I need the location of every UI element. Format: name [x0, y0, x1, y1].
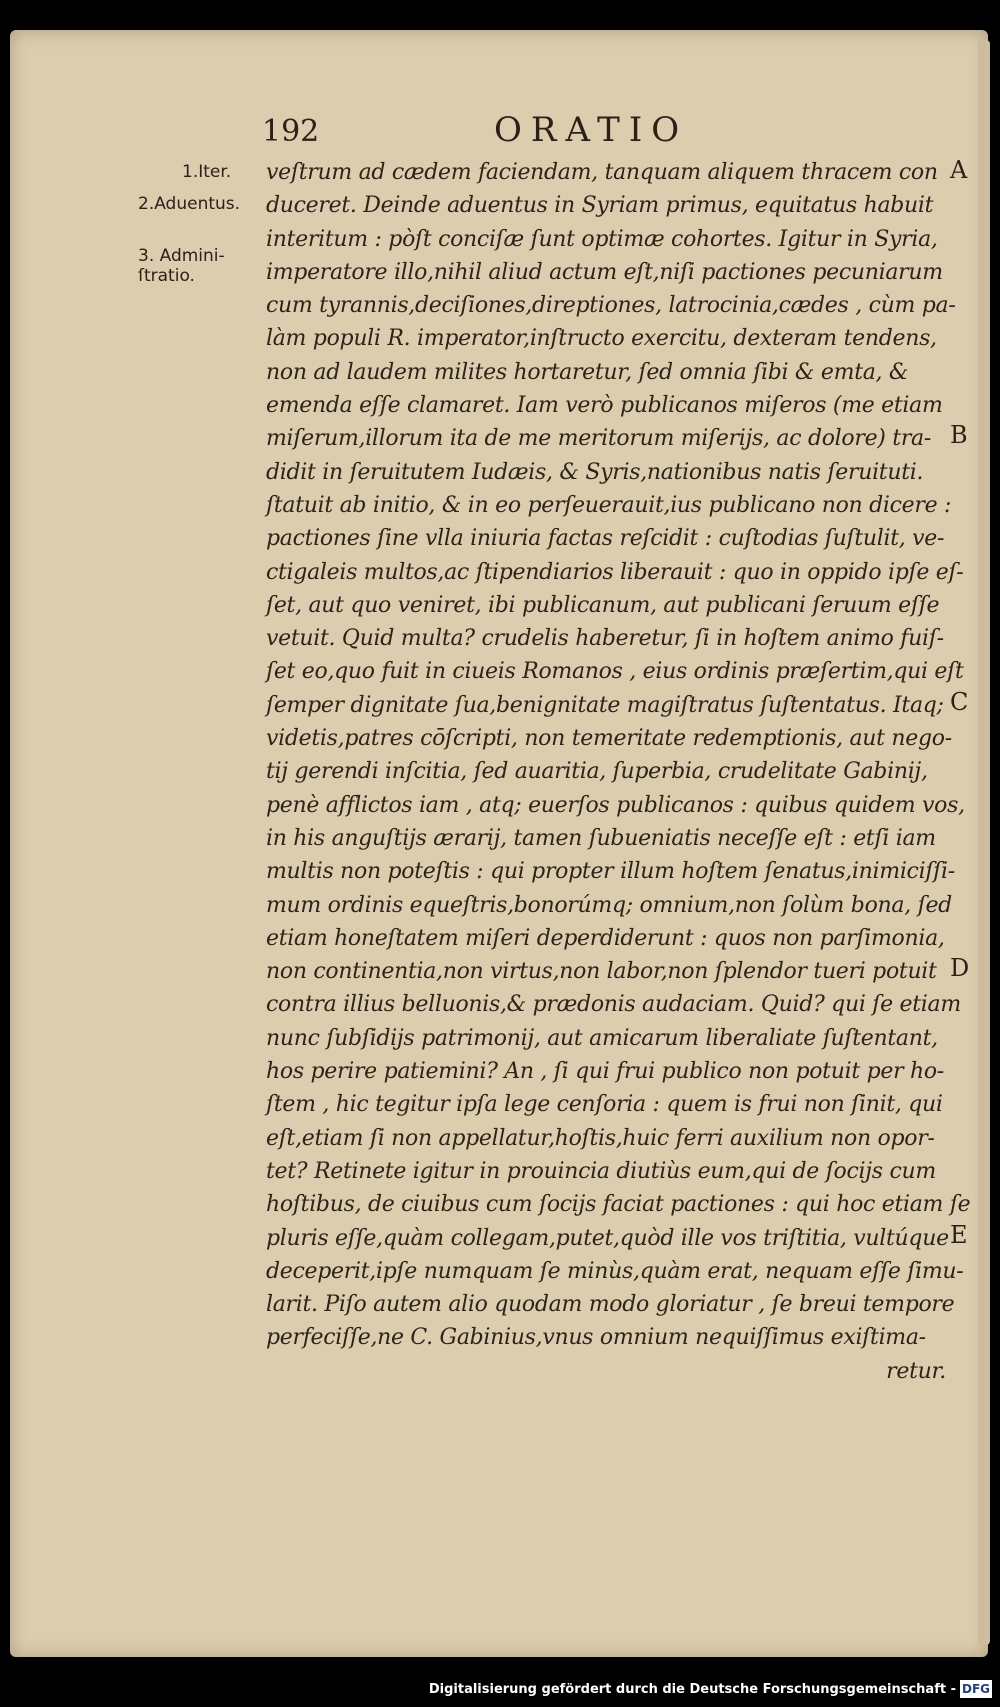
margin-note-iter: 1.Iter. — [182, 162, 232, 182]
text-line: ſet, aut quo veniret, ibi publicanum, aut publicani ſeruum eſſe — [266, 592, 940, 618]
dfg-logo: DFG — [961, 1682, 990, 1696]
text-line: pluris eſſe,quàm collegam,putet,quòd ille vos triſtitia, vultúque — [266, 1225, 949, 1251]
text-line: didit in ſeruitutem Iudæis, & Syris,nationibus natis ſeruituti. — [266, 459, 924, 485]
text-line: emenda eſſe clamaret. Iam verò publicanos miſeros (me etiam — [266, 393, 943, 419]
text-line: veſtrum ad cædem faciendam, tanquam aliquem thracem con — [266, 160, 938, 185]
text-line: vetuit. Quid multa? crudelis haberetur, ſi in hoſtem animo fuiſ- — [266, 626, 944, 652]
text-line: imperatore illo,nihil aliud actum eſt,niſi pactiones pecuniarum — [266, 259, 943, 285]
text-line: larit. Piſo autem alio quodam modo gloriatur , ſe breui tempore — [266, 1292, 955, 1318]
text-line: làm populi R. imperator,inſtructo exercitu, dexteram tendens, — [266, 326, 937, 352]
text-line: deceperit,ipſe numquam ſe minùs,quàm erat, nequam eſſe ſimu- — [266, 1258, 964, 1284]
footer-credit: Digitalisierung gefördert durch die Deutsche Forschungsgemeinschaft - — [428, 1682, 956, 1697]
text-line: videtis,patres cōſcripti, non temeritate redemptionis, aut nego- — [266, 726, 952, 752]
text-line: contra illius belluonis,& prædonis audaciam. Quid? qui ſe etiam — [266, 992, 961, 1018]
text-line: in his anguſtijs ærarij, tamen ſubueniatis neceſſe eſt : etſi iam — [266, 825, 936, 851]
text-line: penè afflictos iam , atq; euerſos publicanos : quibus quidem vos, — [266, 792, 965, 818]
text-line: nunc ſubſidijs patrimonij, aut amicarum liberaliate ſuſtentant, — [266, 1025, 938, 1051]
body-text — [266, 156, 971, 1388]
digitization-footer — [0, 1676, 1000, 1706]
text-line: ſet eo,quo fuit in ciueis Romanos , eius ordinis præſertim,qui eſt — [266, 659, 964, 685]
section-letter-c: C — [950, 688, 969, 716]
text-line: multis non poteſtis : qui propter illum hoſtem ſenatus,inimiciſſi- — [266, 859, 955, 885]
text-line: hoſtibus, de ciuibus cum ſocijs faciat pactiones : qui hoc etiam ſe — [266, 1192, 971, 1218]
running-title: ORATIO — [494, 110, 689, 150]
page-header — [0, 104, 1000, 154]
margin-note-administratio-2: ſtratio. — [138, 266, 195, 286]
text-line: ctigaleis multos,ac ſtipendiarios liberauit : quo in oppido ipſe eſ- — [266, 559, 964, 585]
text-line: non ad laudem milites hortaretur, ſed omnia ſibi & emta, & — [266, 359, 909, 385]
section-letter-b: B — [950, 421, 968, 449]
margin-note-aduentus: 2.Aduentus. — [138, 194, 241, 214]
page-number: 192 — [262, 114, 320, 149]
section-letter-d: D — [950, 954, 970, 982]
text-line: hos perire patiemini? An , ſi qui frui publico non potuit per ho- — [266, 1059, 944, 1085]
text-line: eſt,etiam ſi non appellatur,hoſtis,huic ferri auxilium non opor- — [266, 1125, 935, 1151]
text-line-catchword: retur. — [886, 1358, 946, 1384]
text-line: tet? Retinete igitur in prouincia diutiùs eum,qui de ſocijs cum — [266, 1158, 936, 1184]
text-line: ſtatuit ab initio, & in eo perſeuerauit,ius publicano non dicere : — [266, 492, 952, 518]
section-letter-a: A — [950, 156, 968, 184]
text-line: duceret. Deinde aduentus in Syriam primus, equitatus habuit — [266, 193, 934, 219]
text-line: miſerum,illorum ita de me meritorum miſerijs, ac dolore) tra- — [266, 426, 931, 452]
text-line: perfeciſſe,ne C. Gabinius,vnus omnium nequiſſimus exiſtima- — [266, 1325, 926, 1351]
text-line: mum ordinis equeſtris,bonorúmq; omnium,non ſolùm bona, ſed — [266, 892, 952, 918]
text-line: interitum : pòſt conciſæ ſunt optimæ cohortes. Igitur in Syria, — [266, 226, 938, 252]
text-line: ſtem , hic tegitur ipſa lege cenſoria : quem is frui non ſinit, qui — [266, 1092, 943, 1118]
page-edge — [978, 40, 990, 1645]
text-line: tij gerendi inſcitia, ſed auaritia, ſuperbia, crudelitate Gabinij, — [266, 759, 928, 785]
text-line: etiam honeſtatem miſeri deperdiderunt : quos non parſimonia, — [266, 925, 945, 951]
text-line: cum tyrannis,deciſiones,direptiones, latrocinia,cædes , cùm pa- — [266, 293, 956, 319]
margin-note-administratio-1: 3. Admini- — [138, 246, 225, 266]
text-line: ſemper dignitate ſua,benignitate magiſtratus ſuſtentatus. Itaq; — [266, 692, 944, 718]
text-line: non continentia,non virtus,non labor,non ſplendor tueri potuit — [266, 959, 937, 985]
section-letter-e: E — [950, 1221, 968, 1249]
text-line: pactiones ſine vlla iniuria factas reſcidit : cuſtodias ſuſtulit, ve- — [266, 526, 945, 552]
